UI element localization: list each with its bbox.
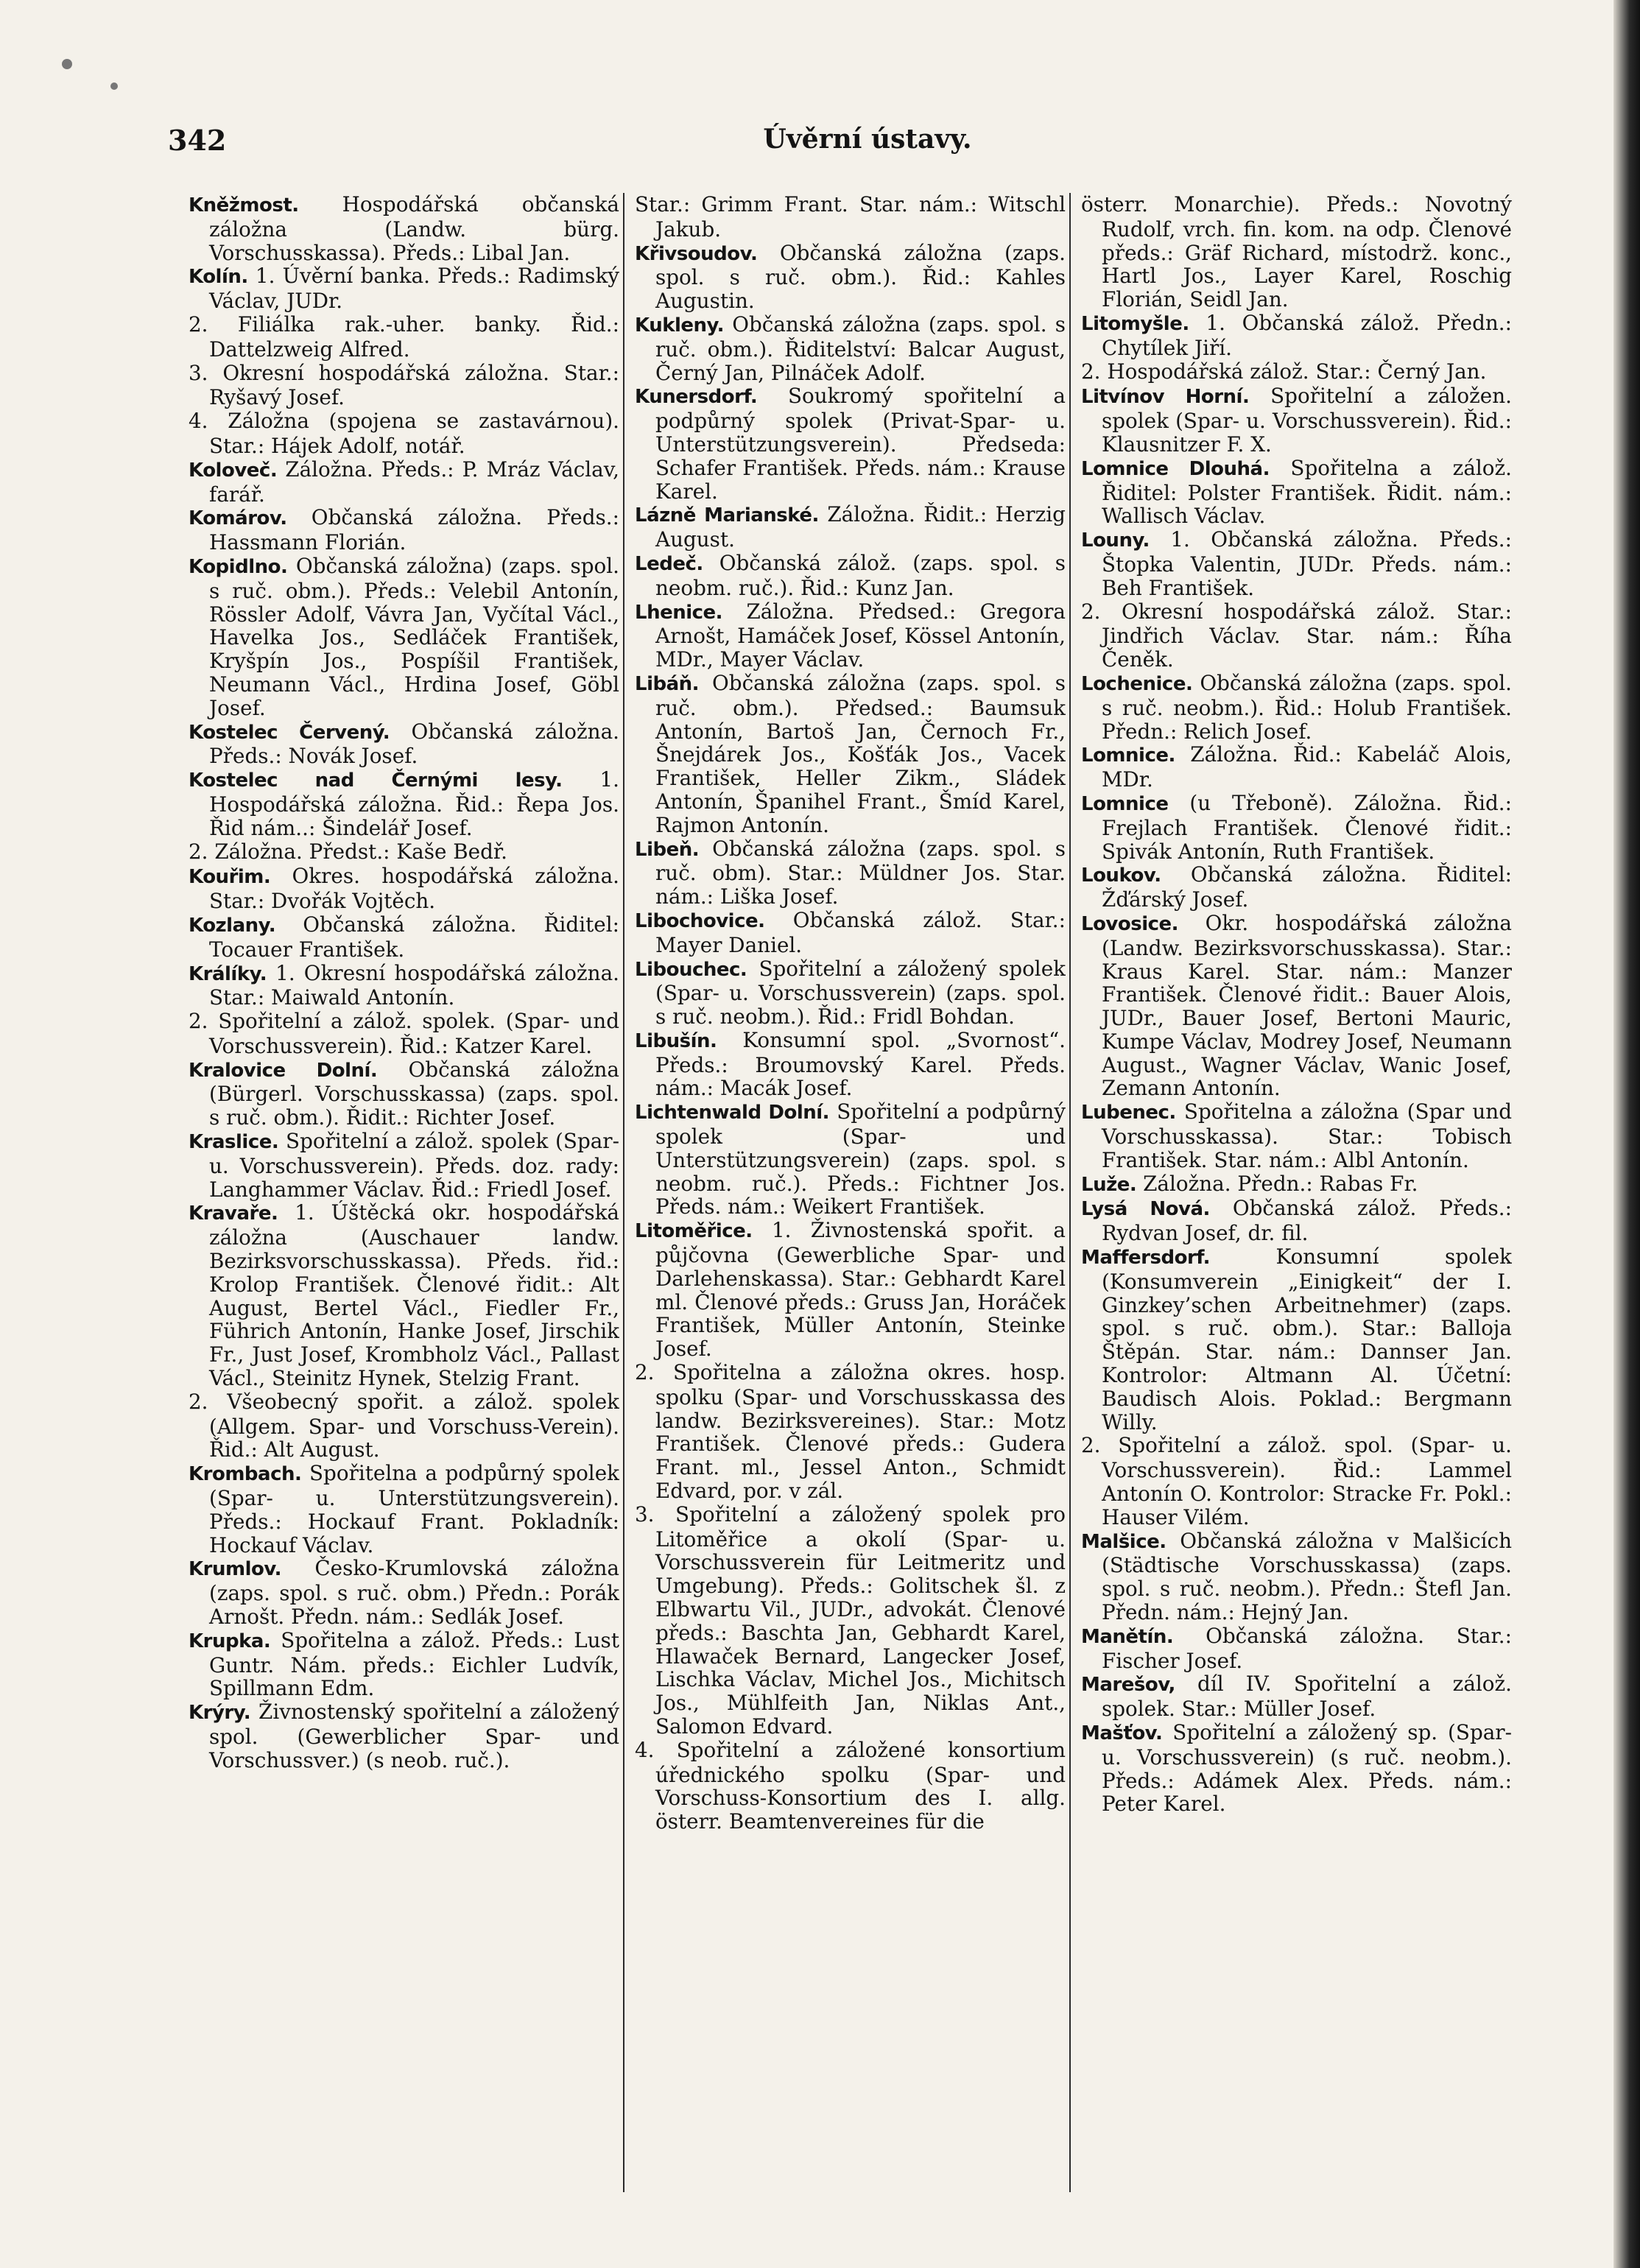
entry-place: Libochovice. [635,909,765,932]
entry-place: Lomnice Dlouhá. [1081,457,1270,480]
directory-entry [635,1739,1066,1834]
directory-entry [189,864,619,913]
entry-text: Spořitelna a zálož. Předs.: Lust Guntr. Nám. předs.: Eichler Ludvík, Spillmann Edm. [209,1627,619,1701]
directory-entry [189,1058,619,1130]
entry-place: Litoměřice. [635,1220,753,1243]
entry-text: Občanská záložna. Řiditel: Tocauer František. [209,912,619,962]
entry-text: Občanská záložna) (zaps. spol. s ruč. obm.). Předs.: Velebil Antonín, Rössler Adolf, Vávra Jan, Vyčítal Václ., Havelka Jos., Sedláček František, Kryšpín Jos., Pospíšil František, Neumann Václ., Hrdina Josef, Göbl Josef. [209,553,619,720]
directory-entry [189,1557,619,1628]
entry-place: Libáň. [635,672,700,695]
entry-text: Star.: Grimm Frant. Star. nám.: Witschl Jakub. [635,193,1066,242]
entry-text: Spořitelna a zálož. Řiditel: Polster František. Řidit. nám.: Wallisch Václav. [1102,455,1512,529]
scan-speck [110,82,118,90]
entry-text: Občanská záložna. Předs.: Hassmann Florián. [209,505,619,555]
entry-place: Loukov. [1081,864,1161,887]
directory-entry [189,913,619,962]
entry-text: Občanská záložna (zaps. spol. s ruč. obm.). Řid.: Kahles Augustin. [655,240,1066,314]
directory-entry [1081,193,1512,311]
entry-place: Manětín. [1081,1625,1174,1648]
directory-entry [635,503,1066,552]
directory-entry [635,672,1066,837]
entry-text: 4. Záložna (spojena se zastavárnou). Star.: Hájek Adolf, notář. [189,409,619,458]
directory-entry [635,600,1066,672]
entry-text: Občanská záložna (zaps. spol. s ruč. obm). Star.: Müldner Jos. Star. nám.: Liška Josef. [655,836,1066,909]
entry-place: Lázně Marianské. [635,504,819,527]
entry-text: 1. Živnostenská spořit. a půjčovna (Gewerbliche Spar- und Darlehenskassa). Star.: Gebhardt Karel ml. Členové předs.: Gruss Jan, Horáček František, Müller Antonín, Steinke Josef. [655,1218,1066,1362]
entry-text: Občanská zálož. (zaps. spol. s neobm. ruč.). Řid.: Kunz Jan. [655,550,1066,600]
entry-place: Lomnice. [1081,744,1175,767]
entry-text: Občanská záložna v Malšicích (Städtische Vorschusskassa) (zaps. spol. s ruč. neobm.). Předn.: Štefl Jan. Předn. nám.: Hejný Jan. [1102,1528,1512,1625]
directory-entry [189,193,619,264]
entry-text: díl IV. Spořitelní a zálož. spolek. Star.: Müller Josef. [1102,1672,1512,1722]
entry-text: Spořitelna a podpůrný spolek (Spar- u. Unterstützungsverein). Předs.: Hockauf Frant. Pokladník: Hockauf Václav. [209,1461,619,1557]
entry-place: Kozlany. [189,914,276,937]
directory-entry [635,909,1066,957]
directory-entry [1081,1245,1512,1434]
directory-entry [635,1100,1066,1219]
directory-entry [1081,1197,1512,1245]
entry-text: Občanská zálož. Star.: Mayer Daniel. [655,907,1066,957]
entry-place: Ledeč. [635,552,703,575]
directory-entry [635,552,1066,600]
entry-text: 3. Okresní hospodářská záložna. Star.: Ryšavý Josef. [189,360,619,410]
directory-entry [189,1390,619,1462]
entry-text: 2. Všeobecný spořit. a zálož. spolek (Allgem. Spar- und Vorschuss-Verein). Řid.: Alt August. [189,1389,619,1462]
column-3 [1081,193,1512,2247]
directory-entry [189,720,619,769]
entry-place: Krupka. [189,1630,271,1652]
entry-place: Mašťov. [1081,1722,1163,1744]
directory-entry [189,962,619,1010]
entry-text: Spořitelní a podpůrný spolek (Spar- und Unterstützungsverein) (zaps. spol. s neobm. ruč.). Předs.: Fichtner Jos. Předs. nám.: Weikert František. [655,1099,1066,1219]
scan-edge [1613,0,1640,2268]
entry-text: 3. Spořitelní a záložený spolek pro Litoměřice a okolí (Spar- u. Vorschussverein für Leitmeritz und Umgebung). Předs.: Golitschek šl. z Elbwartu Vil., JUDr., advokát. Členové předs.: Baschta Jan, Gebhardt Karel, Hlawaček Bernard, Langecker Josef, Lischka Václav, Michel Jos., Michitsch Jos., Mühlfeith Jan, Niklas Ant., Salomon Edvard. [635,1501,1066,1739]
directory-entry [1081,1529,1512,1624]
entry-text: Soukromý spořitelní a podpůrný spolek (Privat-Spar- u. Unterstützungsverein). Předseda: Schafer František. Předs. nám.: Krause Karel. [655,384,1066,504]
entry-place: Libeň. [635,838,700,861]
entry-text: Okr. hospodářská záložna (Landw. Bezirksvorschusskassa). Star.: Kraus Karel. Star. nám.: Manzer František. Členové řidit.: Bauer Alois, JUDr., Bauer Josef, Bertoni Mauric, Kumpe Václav, Modrey Josef, Neumann August., Wagner Václav, Wanic Josef, Zemann Antonín. [1102,910,1512,1101]
entry-text: Občanská záložna (zaps. spol. s ruč. obm.). Řiditelství: Balcar August, Černý Jan, Pilnáček Adolf. [655,311,1066,385]
directory-entry [189,1700,619,1772]
entry-text: 1. Úvěrní banka. Předs.: Radimský Václav, JUDr. [209,264,619,314]
entry-text: Záložna. Předsed.: Gregora Arnošt, Hamáček Josef, Kössel Antonín, MDr., Mayer Václav. [655,599,1066,672]
entry-place: Kněžmost. [189,194,299,216]
directory-entry [635,1361,1066,1503]
entry-text: 4. Spořitelní a záložené konsortium úřednického spolku (Spar- und Vorschuss-Konsortium des I. allg. österr. Beamtenvereines für die [635,1737,1066,1834]
entry-text: Konsumní spolek (Konsumverein „Einigkeit“ der I. Ginzkey’schen Arbeitnehmer) (zaps. spol. s ruč. obm.). Star.: Balloja Štěpán. Star. nám.: Dannser Jan. Kontrolor: Altmann Al. Účetní: Baudisch Alois. Poklad.: Bergmann Willy. [1102,1244,1512,1434]
directory-entry [1081,912,1512,1100]
entry-place: Lochenice. [1081,672,1193,695]
entry-text: Česko-Krumlovská záložna (zaps. spol. s ruč. obm.) Předn.: Porák Arnošt. Předn. nám.: Sedlák Josef. [209,1556,619,1630]
entry-text: (u Třeboně). Záložna. Řid.: Frejlach František. Členové řidit.: Spivák Antonín, Ruth František. [1102,790,1512,864]
directory-entry [189,1130,619,1201]
column-divider [1069,193,1071,2192]
entry-place: Křivsoudov. [635,242,758,265]
entry-place: Kunersdorf. [635,386,758,409]
directory-entry [635,242,1066,313]
directory-entry [1081,360,1512,385]
entry-text: Okres. hospodářská záložna. Star.: Dvořák Vojtěch. [209,864,619,914]
directory-entry [1081,457,1512,528]
directory-entry [635,957,1066,1029]
directory-entry [635,313,1066,384]
directory-entry [635,384,1066,503]
directory-entry [1081,1172,1512,1197]
entry-place: Krýry. [189,1702,251,1725]
entry-text: Občanská záložna (zaps. spol. s ruč. obm.). Předsed.: Baumsuk Antonín, Bartoš Jan, Černoch Fr., Šnejdárek Jos., Košťák Jos., Vacek František, Heller Zikm., Sládek Antonín, Španihel Frant., Šmíd Karel, Rajmon Antonín. [655,670,1066,837]
entry-place: Lovosice. [1081,912,1179,935]
directory-entry [189,1629,619,1700]
entry-place: Králíky. [189,962,267,985]
entry-text: Záložna. Předn.: Rabas Fr. [1136,1171,1418,1196]
entry-text: 1. Hospodářská záložna. Řid.: Řepa Jos. Řid nám..: Šindelář Josef. [209,767,619,840]
entry-text: Hospodářská občanská záložna (Landw. bürg. Vorschusskassa). Předs.: Libal Jan. [209,193,619,265]
entry-text: Živnostenský spořitelní a záložený spol. (Gewerblicher Spar- und Vorschussver.) (s neob. ruč.). [209,1700,619,1772]
entry-text: 1. Občanská zálož. Předn.: Chytílek Jiří. [1102,310,1512,360]
entry-place: Kolín. [189,266,248,289]
entry-place: Louny. [1081,529,1150,552]
entry-text: 2. Záložna. Předst.: Kaše Bedř. [189,839,507,864]
directory-entry [1081,1624,1512,1673]
entry-place: Krumlov. [189,1558,282,1581]
entry-text: Občanská záložna. Star.: Fischer Josef. [1102,1623,1512,1673]
entry-text: Záložna. Předs.: P. Mráz Václav, farář. [209,457,619,507]
entry-text: 2. Spořitelní a zálož. spol. (Spar- u. Vorschussverein). Řid.: Lammel Antonín O. Kontrolor: Stracke Fr. Pokl.: Hauser Vilém. [1081,1433,1512,1529]
entry-text: 2. Spořitelna a záložna okres. hosp. spolku (Spar- und Vorschusskassa des landw. Bezirksvereines). Star.: Motz František. Členové předs.: Gudera Frant. ml., Jessel Anton., Schmidt Edvard, por. v zál. [635,1360,1066,1504]
directory-entry [635,1503,1066,1739]
entry-place: Kostelec nad Černými lesy. [189,770,563,792]
entry-place: Kopidlno. [189,555,288,578]
directory-entry [635,837,1066,909]
directory-entry [189,1010,619,1058]
entry-text: 1. Občanská záložna. Předs.: Štopka Valentin, JUDr. Předs. nám.: Beh František. [1102,527,1512,600]
directory-entry [635,1219,1066,1361]
directory-entry [189,768,619,839]
directory-entry [189,458,619,507]
entry-place: Libouchec. [635,958,747,981]
entry-place: Kukleny. [635,314,724,337]
entry-place: Litvínov Horní. [1081,386,1250,409]
entry-place: Lomnice [1081,792,1169,815]
directory-entry [189,409,619,458]
directory-entry [1081,863,1512,912]
entry-place: Lhenice. [635,601,723,624]
directory-entry [1081,672,1512,743]
entry-place: Malšice. [1081,1530,1166,1553]
directory-entry [1081,792,1512,863]
entry-text: 2. Spořitelní a zálož. spolek. (Spar- und Vorschussverein). Řid.: Katzer Karel. [189,1009,619,1058]
column-2 [635,193,1066,2247]
page-header [168,124,1567,168]
directory-entry [1081,384,1512,456]
directory-entry [189,1201,619,1390]
directory-entry [1081,1672,1512,1721]
entry-text: 1. Úštěcká okr. hospodářská záložna (Auschauer landw. Bezirksvorschusskassa). Předs. řid.: Krolop František. Členové řidit.: Alt August, Bertel Václ., Fiedler Fr., Führich Antonín, Hanke Josef, Jirschik Fr., Just Josef, Krombholz Václ., Pallast Václ., Steinitz Hynek, Stelzig Frant. [209,1200,619,1391]
entry-place: Marešov, [1081,1674,1175,1697]
scan-speck [62,59,72,69]
entry-text: Občanská záložna (Bürgerl. Vorschusskassa) (zaps. spol. s ruč. obm.). Řidit.: Richter Josef. [209,1057,619,1130]
entry-place: Kravaře. [189,1202,278,1225]
entry-place: Lubenec. [1081,1102,1176,1124]
entry-place: Kostelec Červený. [189,721,390,744]
directory-entry [189,313,619,362]
directory-entry [1081,1100,1512,1172]
entry-place: Libušín. [635,1029,717,1052]
entry-place: Luže. [1081,1173,1137,1196]
entry-place: Koloveč. [189,459,278,482]
entry-place: Litomyšle. [1081,312,1189,335]
entry-text: Spořitelní a záložený spolek (Spar- u. Vorschussverein) (zaps. spol. s ruč. neobm.). Řid.: Fridl Bohdan. [655,956,1066,1029]
entry-text: Spořitelna a záložna (Spar und Vorschusskassa). Star.: Tobisch František. Star. nám.: Albl Antonín. [1102,1099,1512,1172]
entry-place: Maffersdorf. [1081,1247,1211,1269]
entry-text: Záložna. Řid.: Kabeláč Alois, MDr. [1102,742,1512,792]
directory-entry [635,1029,1066,1100]
entry-place: Lysá Nová. [1081,1198,1210,1221]
directory-entry [189,506,619,554]
entry-text: Občanská zálož. Předs.: Rydvan Josef, dr. fil. [1102,1196,1512,1246]
directory-entry [1081,528,1512,599]
entry-text: 2. Filiálka rak.-uher. banky. Řid.: Dattelzweig Alfred. [189,311,619,362]
entry-place: Kralovice Dolní. [189,1059,378,1082]
entry-text: Občanská záložna (zaps. spol. s ruč. neobm.). Řid.: Holub František. Předn.: Relich Josef. [1102,670,1512,744]
entry-text: 2. Hospodářská zálož. Star.: Černý Jan. [1081,359,1487,384]
entry-text: 1. Okresní hospodářská záložna. Star.: Maiwald Antonín. [209,960,619,1010]
page-number: 342 [168,124,227,157]
directory-entry [1081,743,1512,792]
directory-entry [635,193,1066,242]
entry-text: Občanská záložna. Předs.: Novák Josef. [209,719,619,769]
entry-place: Kraslice. [189,1131,279,1154]
entry-place: Kouřim. [189,866,271,889]
directory-entry [189,264,619,313]
directory-entry [189,840,619,865]
directory-entry [189,1462,619,1557]
entry-place: Lichtenwald Dolní. [635,1102,830,1124]
entry-text: Záložna. Řidit.: Herzig August. [655,502,1066,552]
entry-text: Občanská záložna. Řiditel: Žďárský Josef. [1102,862,1512,912]
column-1 [189,193,619,2247]
directory-entry [1081,1721,1512,1816]
entry-place: Komárov. [189,507,287,530]
entry-text: 2. Okresní hospodářská zálož. Star.: Jindřich Václav. Star. nám.: Říha Čeněk. [1081,599,1512,672]
running-title: Úvěrní ústavy. [763,124,972,155]
directory-entry [1081,311,1512,360]
directory-entry [189,554,619,720]
entry-text: österr. Monarchie). Předs.: Novotný Rudolf, vrch. fin. kom. na odp. Členové předs.: Gräf Richard, místodrž. konc., Hartl Jos., Layer Karel, Roschig Florián, Seidl Jan. [1081,193,1512,312]
directory-entry [1081,1434,1512,1529]
entry-text: Spořitelní a zálož. spolek (Spar- u. Vorschussverein). Předs. doz. rady: Langhammer Václav. Řid.: Friedl Josef. [209,1129,619,1202]
directory-entry [189,362,619,410]
directory-entry [1081,600,1512,672]
column-divider [623,193,624,2192]
entry-place: Krombach. [189,1463,302,1486]
entry-text: Spořitelní a záložen. spolek (Spar- u. Vorschussverein). Řid.: Klausnitzer F. X. [1102,384,1512,457]
entry-text: Spořitelní a záložený sp. (Spar- u. Vorschussverein) (s ruč. neobm.). Předs.: Adámek Alex. Předs. nám.: Peter Karel. [1102,1720,1512,1817]
entry-text: Konsumní spol. „Svornost“. Předs.: Broumovský Karel. Předs. nám.: Macák Josef. [655,1027,1066,1101]
